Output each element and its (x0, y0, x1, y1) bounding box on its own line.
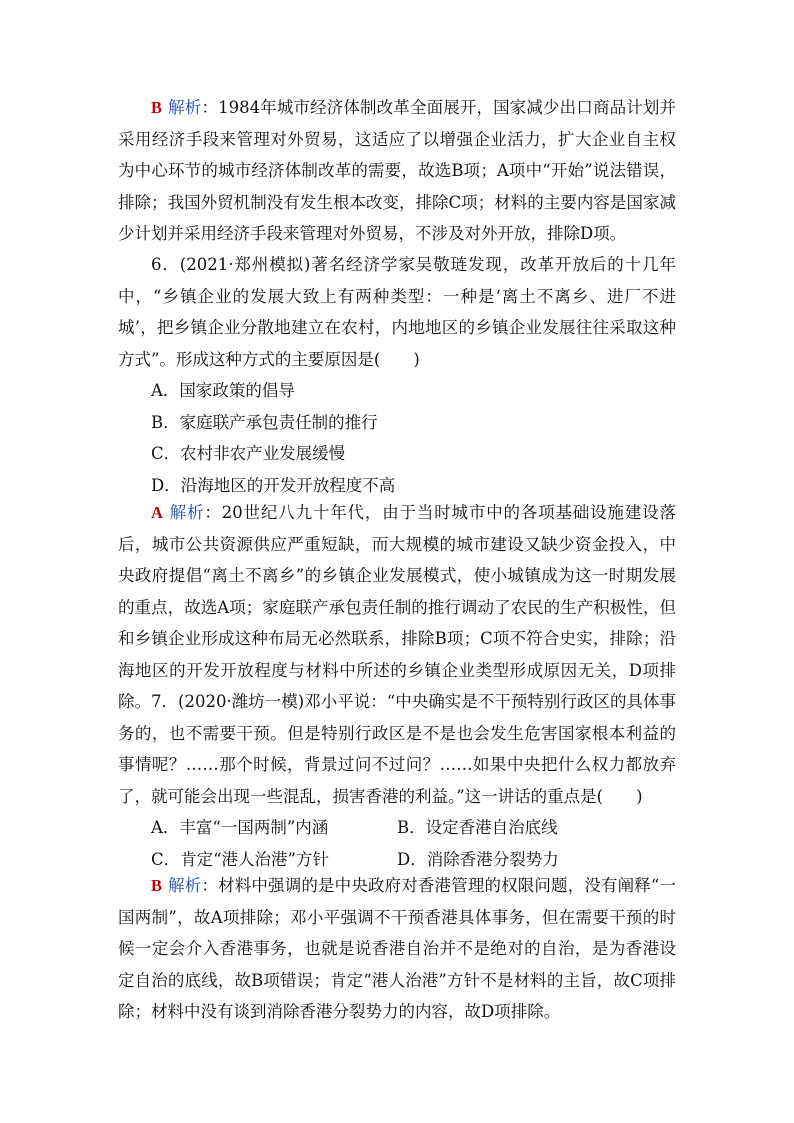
q7-option-d: D．消除香港分裂势力 (397, 849, 559, 869)
q5-answer-letter: B (151, 98, 163, 117)
q5-explanation-text (118, 92, 676, 250)
q7-option-b: B．设定香港自治底线 (397, 818, 558, 837)
q5-explanation-body: ：1984年城市经济体制改革全面展开，国家减少出口商品计划并采用经济手段来管理对外贸易，这适应了以增强企业活力，扩大企业自主权为中心环节的城市经济体制改革的需要，故选B项；A项中“开始”说法错误，排除；我国外贸机制没有发生根本改变，排除C项；材料的主要内容是国家减少计划并采用经济手段来管理对外贸易，不涉及对外开放，排除D项。 (118, 98, 677, 243)
q6-option-b: B．家庭联产承包责任制的推行 (151, 412, 378, 432)
q7-answer-letter: B (151, 876, 163, 895)
q7-explanation (118, 870, 676, 1028)
q5-explanation (118, 92, 676, 250)
question-7 (118, 686, 676, 875)
q5-jiexi-label: 解析 (168, 98, 202, 117)
q7-jiexi-label: 解析 (168, 876, 202, 895)
q6-stem: 6．(2021·郑州模拟)著名经济学家吴敬琏发现，改革开放后的十几年中，“乡镇企业的发展大致上有两种类型：一种是‘离土不离乡、进厂不进城’，把乡镇企业分散地建立在农村，内地地区的乡镇企业发展往往采取这种方式”。形成这种方式的主要原因是( ) (118, 255, 676, 369)
q7-option-c: C．肯定“港人治港”方针 (151, 849, 329, 869)
q7-explanation-text (118, 870, 676, 1028)
question-6 (118, 249, 676, 501)
q7-explanation-body: ：材料中强调的是中央政府对香港管理的权限问题，没有阐释“一国两制”，故A项排除；邓小平强调不干预香港具体事务，但在需要干预的时候一定会介入香港事务，也就是说香港自治并不是绝对的自治，是为香港设定自治的底线，故B项错误；肯定“港人治港”方针不是材料的主旨，故C项排除；材料中没有谈到消除香港分裂势力的内容，故D项排除。 (118, 876, 677, 1021)
q7-options-row-1 (118, 812, 676, 844)
q6-explanation-body: ：20世纪八九十年代，由于当时城市中的各项基础设施建设落后，城市公共资源供应严重短缺，而大规模的城市建设又缺少资金投入，中央政府提倡“离土不离乡”的乡镇企业发展模式，使小城镇成为这一时期发展的重点，故选A项；家庭联产承包责任制的推行调动了农民的生产积极性，但和乡镇企业形成这种布局无必然联系，排除B项；C项不符合史实，排除；沿海地区的开发开放程度与材料中所述的乡镇企业类型形成原因无关，D项排除。 (118, 503, 677, 711)
q6-option-a: A．国家政策的倡导 (151, 381, 295, 400)
q6-explanation (118, 497, 676, 718)
q6-explanation-text (118, 497, 676, 718)
q6-option-d: D．沿海地区的开发开放程度不高 (151, 475, 396, 495)
q7-stem: 7．(2020·潍坊一模)邓小平说：“中央确实是不干预特别行政区的具体事务的，也不需要干预。但是特别行政区是不是也会发生危害国家根本利益的事情呢？……那个时候，背景过问不过问？……如果中央把什么权力都放弃了，就可能会出现一些混乱，损害香港的利益。”这一讲话的重点是( ) (118, 692, 676, 806)
q6-option-c: C．农村非农产业发展缓慢 (151, 444, 346, 463)
q6-answer-letter: A (151, 503, 163, 522)
q7-option-a: A．丰富“一国两制”内涵 (151, 818, 329, 837)
q6-jiexi-label: 解析 (168, 503, 205, 522)
